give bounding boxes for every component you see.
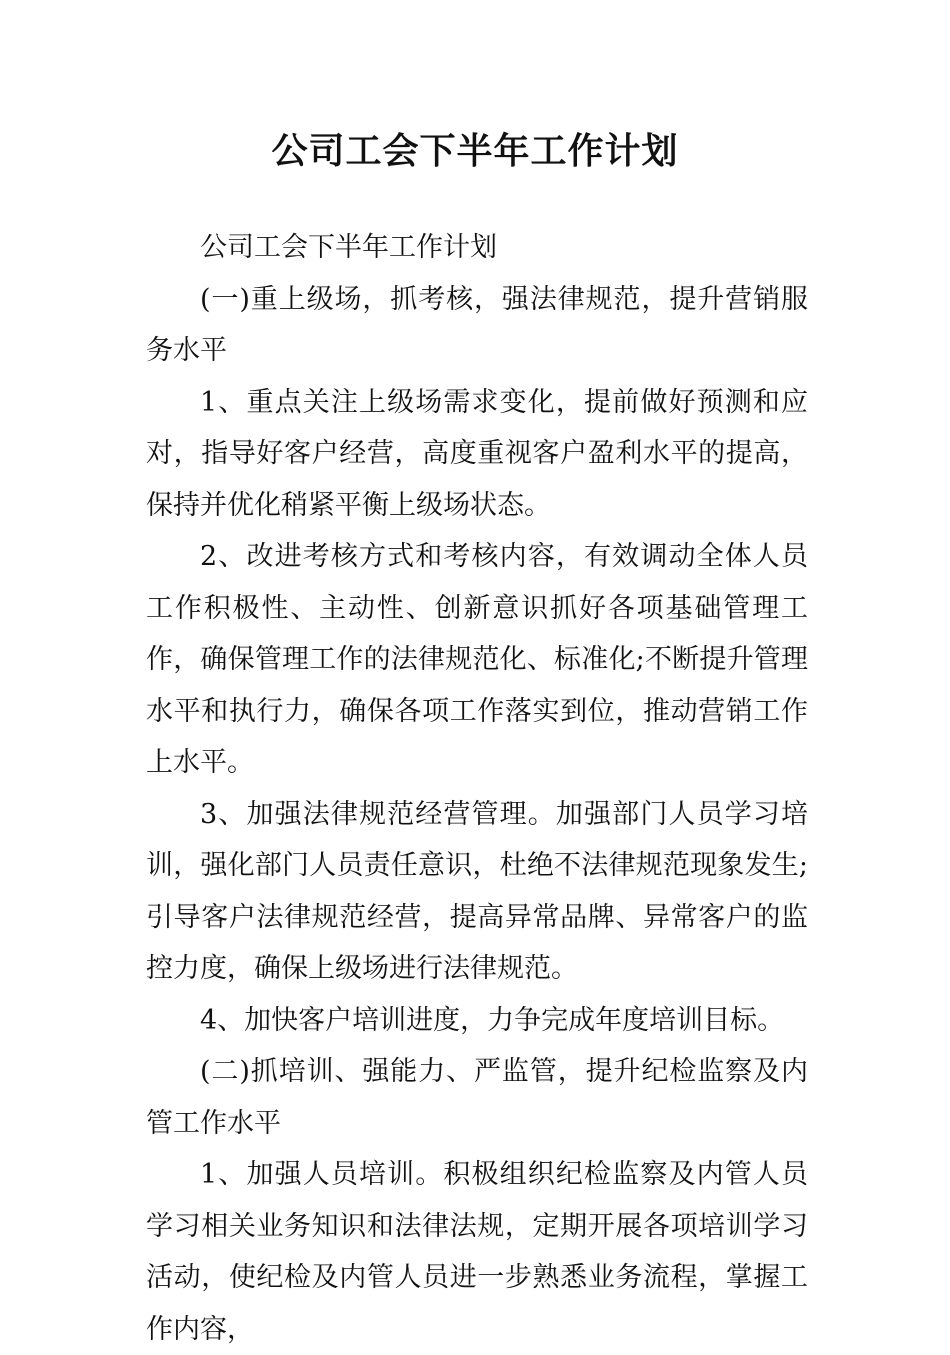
section-heading-2: (二)抓培训、强能力、严监管，提升纪检监察及内管工作水平 (146, 1056, 808, 1139)
document-body (146, 222, 808, 1355)
document-title: 公司工会下半年工作计划 (271, 131, 679, 172)
paragraph-item-1-1: 1、重点关注上级场需求变化，提前做好预测和应对，指导好客户经营，高度重视客户盈利水平的提高，保持并优化稍紧平衡上级场状态。 (146, 386, 808, 521)
paragraph-item-1-2: 2、改进考核方式和考核内容，有效调动全体人员工作积极性、主动性、创新意识抓好各项基础管理工作，确保管理工作的法律规范化、标准化;不断提升管理水平和执行力，确保各项工作落实到位，推动营销工作上水平。 (146, 541, 808, 778)
paragraph-heading-repeat: 公司工会下半年工作计划 (200, 232, 497, 263)
paragraph-item-1-4: 4、加快客户培训进度，力争完成年度培训目标。 (200, 1004, 785, 1036)
section-heading-1: (一)重上级场，抓考核，强法律规范，提升营销服务水平 (146, 283, 808, 366)
paragraph-item-1-3: 3、加强法律规范经营管理。加强部门人员学习培训，强化部门人员责任意识，杜绝不法律规范现象发生;引导客户法律规范经营，提高异常品牌、异常客户的监控力度，确保上级场进行法律规范。 (146, 798, 808, 984)
paragraph-item-2-1: 1、加强人员培训。积极组织纪检监察及内管人员学习相关业务知识和法律法规，定期开展各项培训学习活动，使纪检及内管人员进一步熟悉业务流程，掌握工作内容， (146, 1159, 808, 1345)
